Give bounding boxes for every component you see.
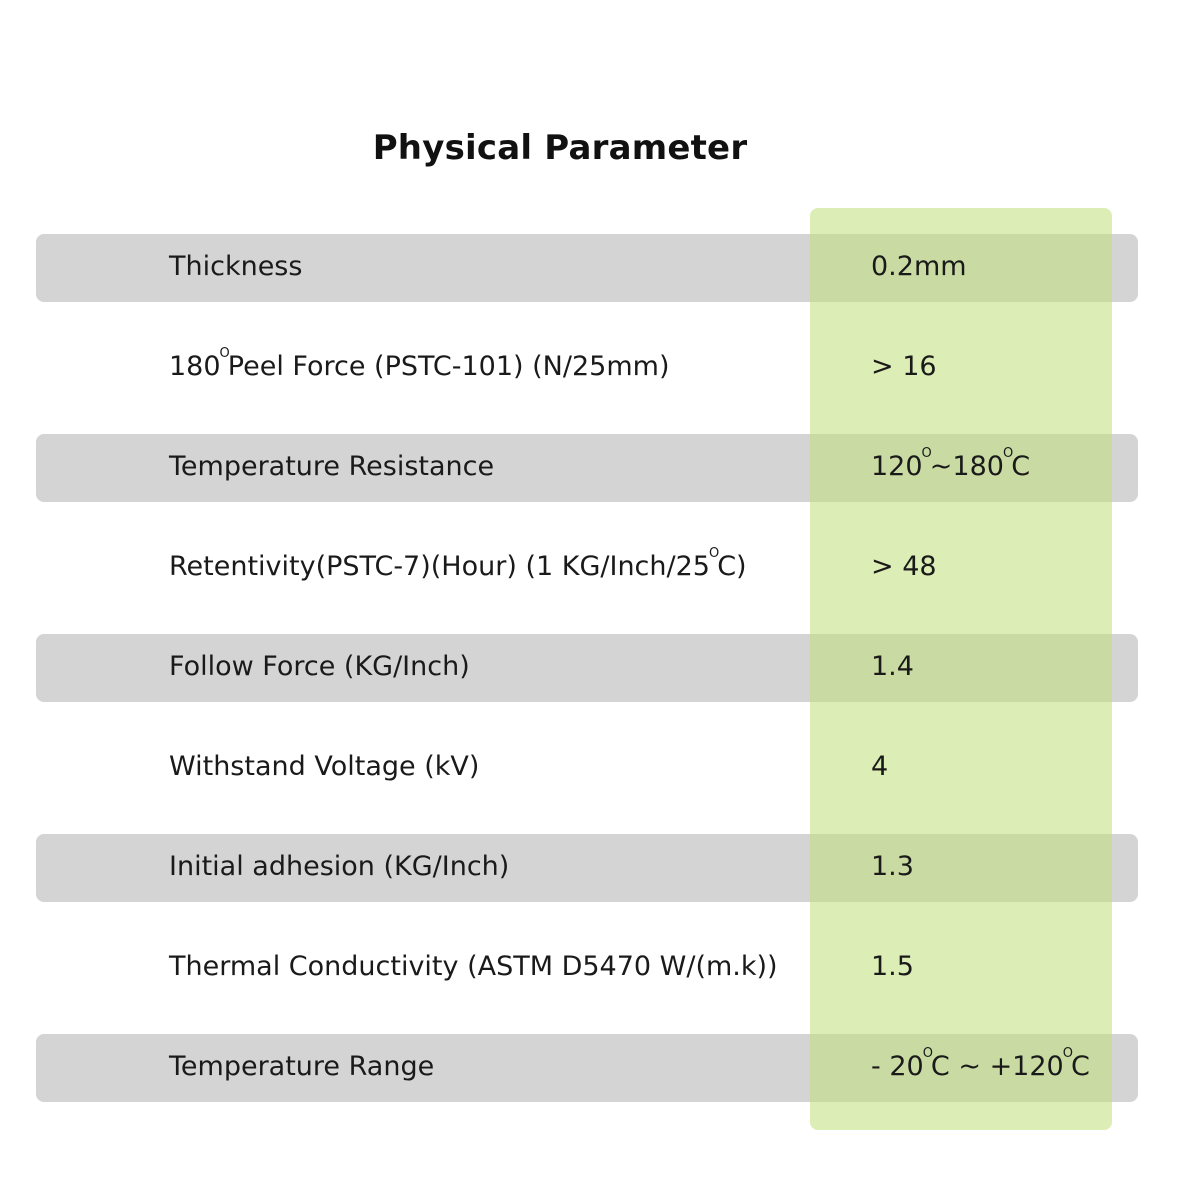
parameter-value: $120^O\sim 180^OC$ — [871, 446, 1031, 482]
parameter-value: > 16 — [871, 351, 937, 382]
parameter-label: Retentivity(PSTC-7)(Hour) (1 $KG/Inch/25^OC$) — [169, 546, 747, 582]
parameter-label: Temperature Range — [169, 1051, 435, 1082]
parameter-value: 1.5 — [871, 951, 914, 982]
page-title: Physical Parameter — [372, 128, 748, 168]
parameter-value: 1.4 — [871, 651, 914, 682]
parameter-label: $180^OPeel$ Force (PSTC-101) (N/25mm) — [169, 346, 670, 382]
degree-symbol: O — [708, 546, 720, 561]
parameter-label: Temperature Resistance — [169, 451, 495, 482]
degree-symbol: O — [1002, 446, 1014, 461]
parameter-value: 4 — [871, 751, 889, 782]
parameter-value: > 48 — [871, 551, 937, 582]
parameter-label: Thermal Conductivity (ASTM D5470 W/(m.k)) — [169, 951, 778, 982]
degree-symbol: O — [1062, 1046, 1073, 1061]
parameter-value: 0.2mm — [871, 251, 967, 282]
degree-symbol: O — [219, 346, 230, 361]
parameter-label: Initial adhesion (KG/Inch) — [169, 851, 510, 882]
parameter-label: Withstand Voltage (kV) — [169, 751, 480, 782]
parameter-label: Thickness — [169, 251, 303, 282]
parameter-label: Follow Force (KG/Inch) — [169, 651, 470, 682]
parameter-value: - $20^OC$ ~ $+120^OC$ — [871, 1046, 1090, 1082]
degree-symbol: O — [922, 1046, 933, 1061]
parameter-value: 1.3 — [871, 851, 914, 882]
degree-symbol: O — [921, 446, 932, 461]
